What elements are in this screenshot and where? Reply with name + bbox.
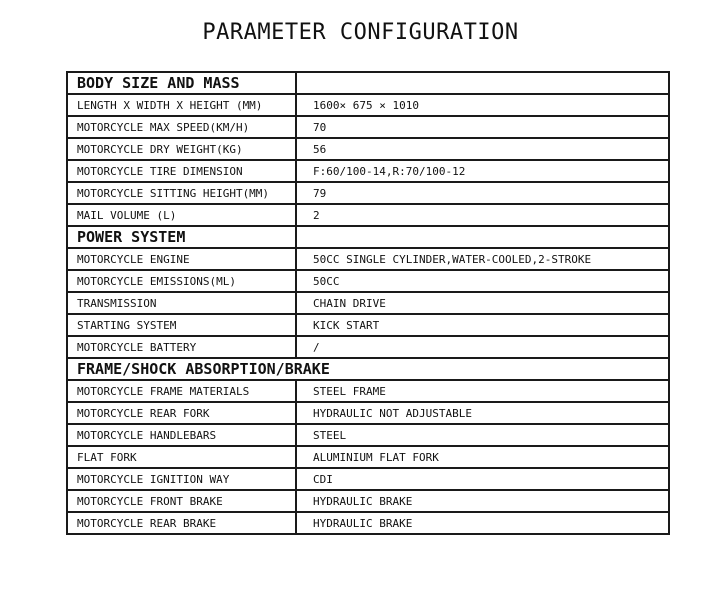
row-label: TRANSMISSION xyxy=(67,292,296,314)
section-heading-blank xyxy=(296,72,669,94)
page-title: PARAMETER CONFIGURATION xyxy=(202,20,519,45)
row-value: 50CC SINGLE CYLINDER,WATER-COOLED,2-STROKE xyxy=(296,248,669,270)
row-value: 1600× 675 × 1010 xyxy=(296,94,669,116)
row-value: HYDRAULIC NOT ADJUSTABLE xyxy=(296,402,669,424)
parameter-table xyxy=(66,71,670,535)
row-label: FLAT FORK xyxy=(67,446,296,468)
row-value: HYDRAULIC BRAKE xyxy=(296,512,669,534)
row-label: MOTORCYCLE IGNITION WAY xyxy=(67,468,296,490)
section-heading-blank xyxy=(296,226,669,248)
row-value: 50CC xyxy=(296,270,669,292)
row-label: MOTORCYCLE TIRE DIMENSION xyxy=(67,160,296,182)
row-value: KICK START xyxy=(296,314,669,336)
section-header-row xyxy=(67,226,669,248)
row-label: MOTORCYCLE HANDLEBARS xyxy=(67,424,296,446)
row-label: MOTORCYCLE ENGINE xyxy=(67,248,296,270)
row-label: MOTORCYCLE REAR FORK xyxy=(67,402,296,424)
row-label: MOTORCYCLE FRAME MATERIALS xyxy=(67,380,296,402)
table-row xyxy=(67,336,669,358)
row-label: LENGTH X WIDTH X HEIGHT (MM) xyxy=(67,94,296,116)
row-value: CDI xyxy=(296,468,669,490)
row-label: STARTING SYSTEM xyxy=(67,314,296,336)
row-value: CHAIN DRIVE xyxy=(296,292,669,314)
table-row xyxy=(67,314,669,336)
row-label: MOTORCYCLE DRY WEIGHT(KG) xyxy=(67,138,296,160)
table-row xyxy=(67,512,669,534)
section-heading: FRAME/SHOCK ABSORPTION/BRAKE xyxy=(67,358,669,380)
table-row xyxy=(67,468,669,490)
table-row xyxy=(67,490,669,512)
row-label: MOTORCYCLE BATTERY xyxy=(67,336,296,358)
row-label: MOTORCYCLE SITTING HEIGHT(MM) xyxy=(67,182,296,204)
table-row xyxy=(67,138,669,160)
table-row xyxy=(67,182,669,204)
row-value: 79 xyxy=(296,182,669,204)
section-header-row xyxy=(67,358,669,380)
section-heading: POWER SYSTEM xyxy=(67,226,296,248)
table-row xyxy=(67,292,669,314)
row-value: ALUMINIUM FLAT FORK xyxy=(296,446,669,468)
table-row xyxy=(67,160,669,182)
row-value: STEEL FRAME xyxy=(296,380,669,402)
row-label: MOTORCYCLE REAR BRAKE xyxy=(67,512,296,534)
table-row xyxy=(67,116,669,138)
section-header-row xyxy=(67,72,669,94)
row-label: MOTORCYCLE MAX SPEED(KM/H) xyxy=(67,116,296,138)
row-label: MOTORCYCLE EMISSIONS(ML) xyxy=(67,270,296,292)
table-row xyxy=(67,446,669,468)
row-value: STEEL xyxy=(296,424,669,446)
table-row xyxy=(67,204,669,226)
table-row xyxy=(67,270,669,292)
table-row xyxy=(67,380,669,402)
row-value: HYDRAULIC BRAKE xyxy=(296,490,669,512)
row-value: F:60/100-14,R:70/100-12 xyxy=(296,160,669,182)
table-row xyxy=(67,424,669,446)
row-label: MOTORCYCLE FRONT BRAKE xyxy=(67,490,296,512)
table-row xyxy=(67,94,669,116)
row-label: MAIL VOLUME (L) xyxy=(67,204,296,226)
table-row xyxy=(67,248,669,270)
table-row xyxy=(67,402,669,424)
row-value: 70 xyxy=(296,116,669,138)
section-heading: BODY SIZE AND MASS xyxy=(67,72,296,94)
row-value: 2 xyxy=(296,204,669,226)
row-value: 56 xyxy=(296,138,669,160)
row-value: / xyxy=(296,336,669,358)
